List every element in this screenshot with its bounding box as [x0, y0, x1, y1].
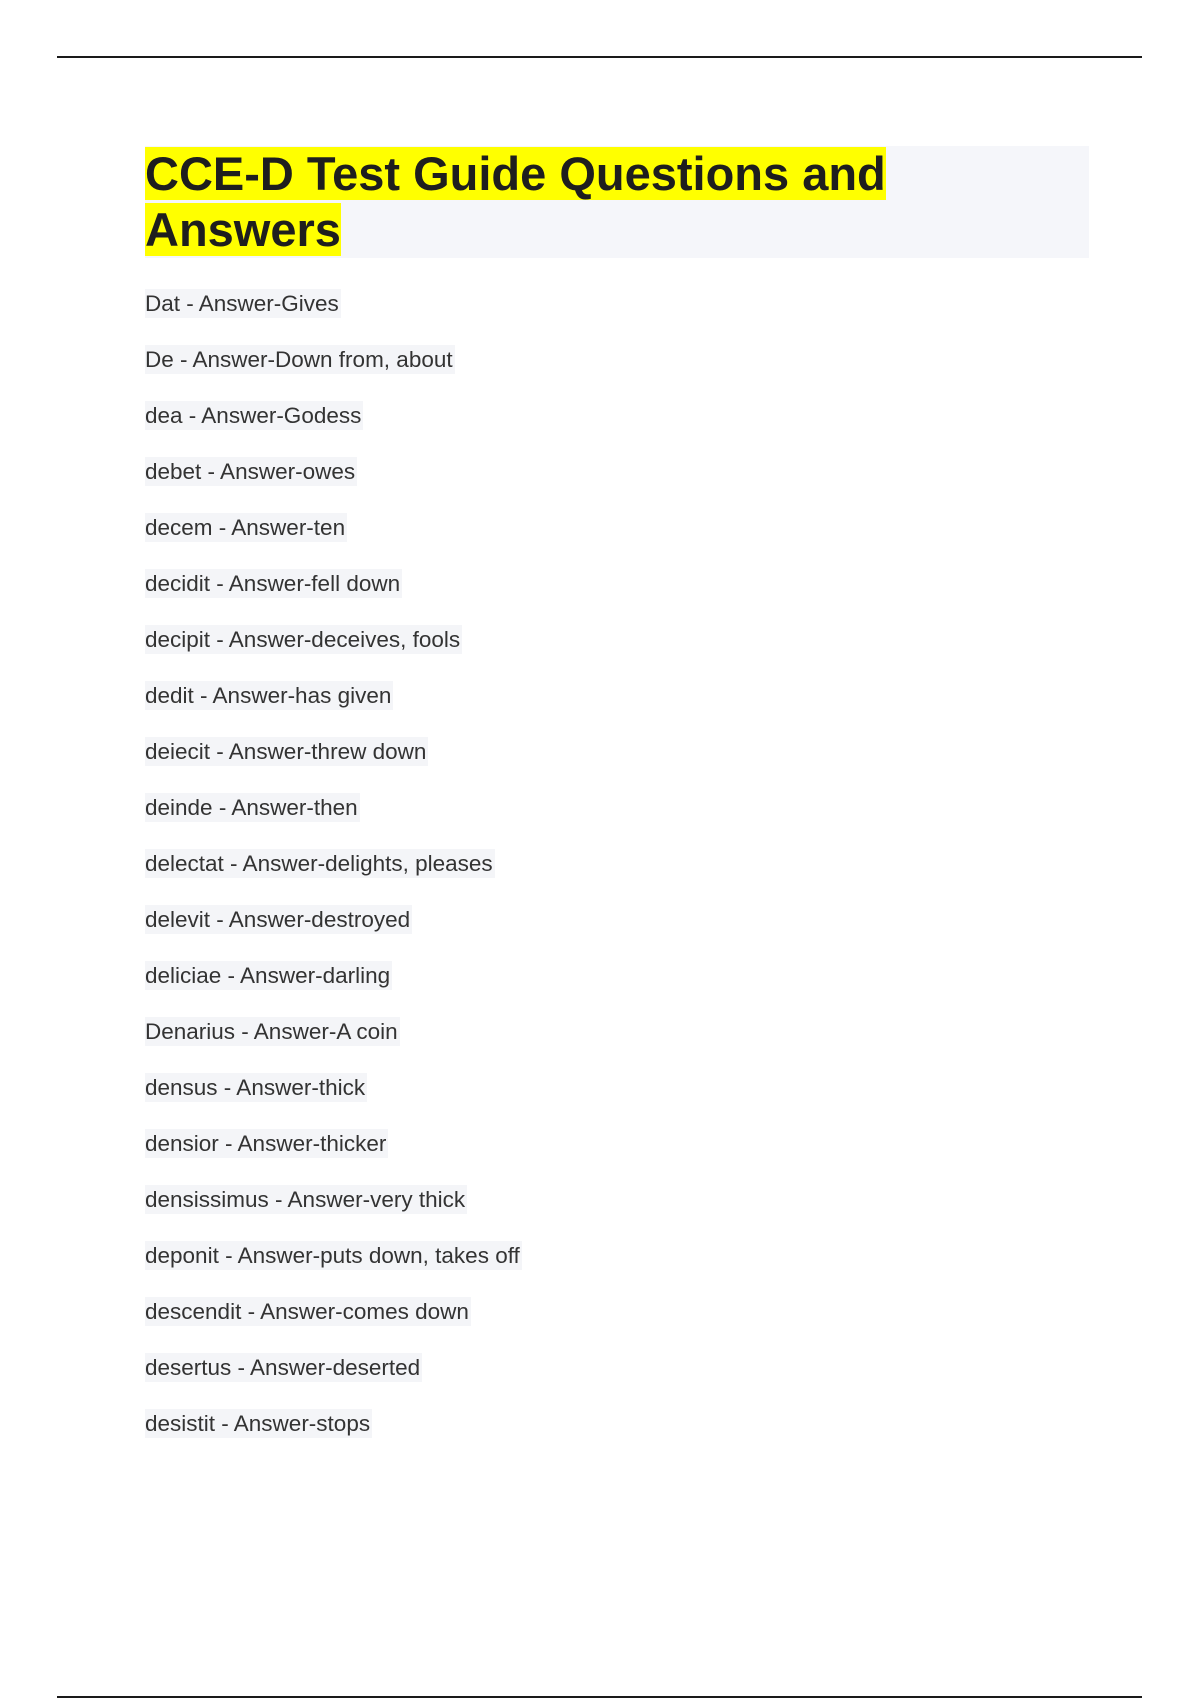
- title-line-1: CCE-D Test Guide Questions and: [145, 147, 886, 200]
- list-item-text: desertus - Answer-deserted: [145, 1355, 421, 1380]
- list-item-text: densior - Answer-thicker: [145, 1131, 387, 1156]
- list-item: [145, 796, 522, 852]
- list-item: [145, 1020, 522, 1076]
- list-item: [145, 348, 522, 404]
- list-item: [145, 572, 522, 628]
- list-item: [145, 1300, 522, 1356]
- page-title: [145, 146, 935, 258]
- list-item: [145, 1076, 522, 1132]
- list-item-text: densissimus - Answer-very thick: [145, 1187, 466, 1212]
- list-item-text: dedit - Answer-has given: [145, 683, 392, 708]
- list-item: [145, 1412, 522, 1468]
- list-item-text: dea - Answer-Godess: [145, 403, 362, 428]
- title-block: [145, 146, 1089, 258]
- list-item: [145, 628, 522, 684]
- list-item: [145, 684, 522, 740]
- list-item: [145, 404, 522, 460]
- list-item-text: deliciae - Answer-darling: [145, 963, 391, 988]
- list-item-text: deiecit - Answer-threw down: [145, 739, 427, 764]
- qa-list: [145, 292, 522, 1468]
- page-content: [145, 146, 1089, 1436]
- list-item: [145, 740, 522, 796]
- list-item-text: decem - Answer-ten: [145, 515, 346, 540]
- list-item-text: debet - Answer-owes: [145, 459, 356, 484]
- header-rule: [57, 56, 1142, 58]
- list-item-text: descendit - Answer-comes down: [145, 1299, 469, 1324]
- list-item: [145, 964, 522, 1020]
- list-item-text: decidit - Answer-fell down: [145, 571, 401, 596]
- list-item-text: De - Answer-Down from, about: [145, 347, 453, 372]
- list-item-text: Dat - Answer-Gives: [145, 291, 339, 316]
- list-item: [145, 852, 522, 908]
- list-item: [145, 908, 522, 964]
- list-item-text: densus - Answer-thick: [145, 1075, 366, 1100]
- list-item: [145, 516, 522, 572]
- list-item-text: delectat - Answer-delights, pleases: [145, 851, 493, 876]
- list-item: [145, 292, 522, 348]
- list-item-text: deinde - Answer-then: [145, 795, 358, 820]
- footer-rule: [57, 1696, 1142, 1698]
- list-item: [145, 460, 522, 516]
- list-item-text: delevit - Answer-destroyed: [145, 907, 411, 932]
- list-item: [145, 1188, 522, 1244]
- list-item-text: decipit - Answer-deceives, fools: [145, 627, 461, 652]
- list-item-text: desistit - Answer-stops: [145, 1411, 371, 1436]
- title-line-2: Answers: [145, 203, 341, 256]
- list-item: [145, 1132, 522, 1188]
- list-item: [145, 1244, 522, 1300]
- list-item-text: Denarius - Answer-A coin: [145, 1019, 398, 1044]
- list-item: [145, 1356, 522, 1412]
- list-item-text: deponit - Answer-puts down, takes off: [145, 1243, 520, 1268]
